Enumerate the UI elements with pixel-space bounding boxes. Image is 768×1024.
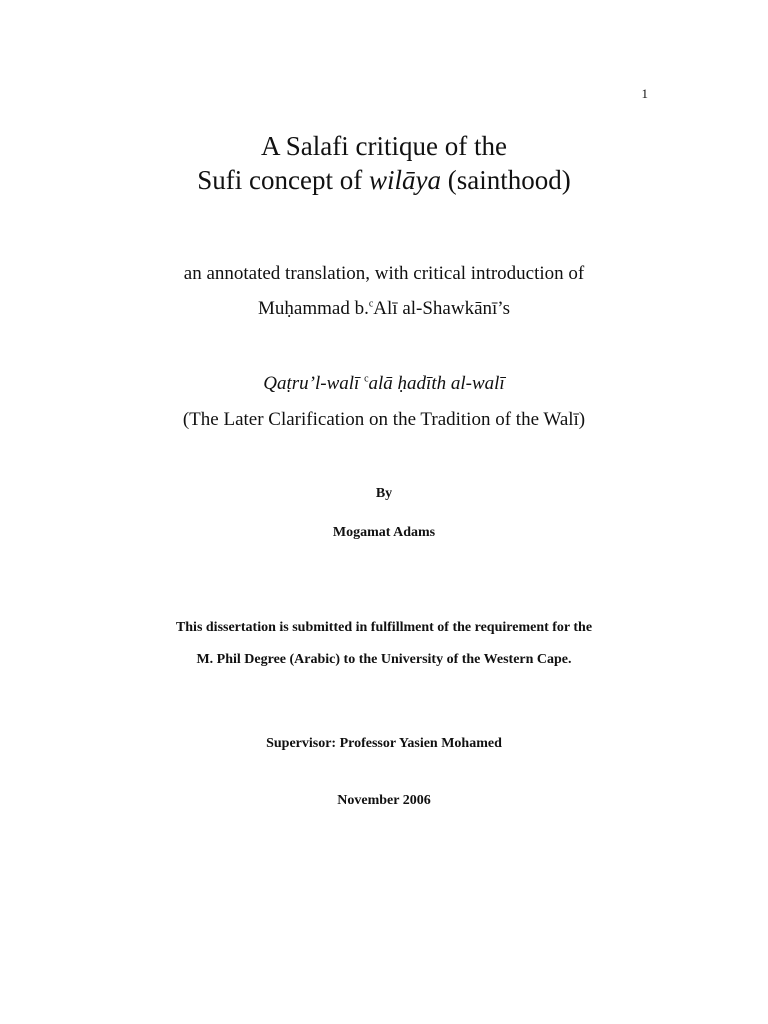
title-line-1: A Salafi critique of the <box>261 131 507 161</box>
work-title-before-sup: Qaṭru’l-walī <box>263 373 365 394</box>
author-name: Mogamat Adams <box>332 525 436 540</box>
supervisor-line: Supervisor: Professor Yasien Mohamed <box>266 736 502 751</box>
by-label: By <box>375 486 393 501</box>
description-name-after-sup: Alī al-Shawkānī’s <box>373 298 510 319</box>
work-title-superscript: c <box>364 373 369 385</box>
work-title-after-sup: alā ḥadīth al-walī <box>368 373 505 394</box>
submission-line-2: M. Phil Degree (Arabic) to the University of the Western Cape. <box>196 652 572 667</box>
title-line-2 <box>0 164 768 196</box>
description-line-2 <box>0 297 768 321</box>
title-italic-term: wilāya <box>368 165 441 195</box>
description-line-1: an annotated translation, with critical introduction of <box>183 263 585 284</box>
description-superscript: c <box>368 298 374 310</box>
date-line: November 2006 <box>337 793 431 808</box>
page-number: 1 <box>641 86 648 101</box>
submission-line-1: This dissertation is submitted in fulfillment of the requirement for the <box>175 620 593 635</box>
work-title <box>0 372 768 396</box>
title-line-2-suffix: (sainthood) <box>440 165 571 195</box>
title-line-2-prefix: Sufi concept of <box>197 165 369 195</box>
description-name-before-sup: Muḥammad b. <box>258 298 369 319</box>
work-translation: (The Later Clarification on the Tradition of the Walī) <box>182 409 586 430</box>
